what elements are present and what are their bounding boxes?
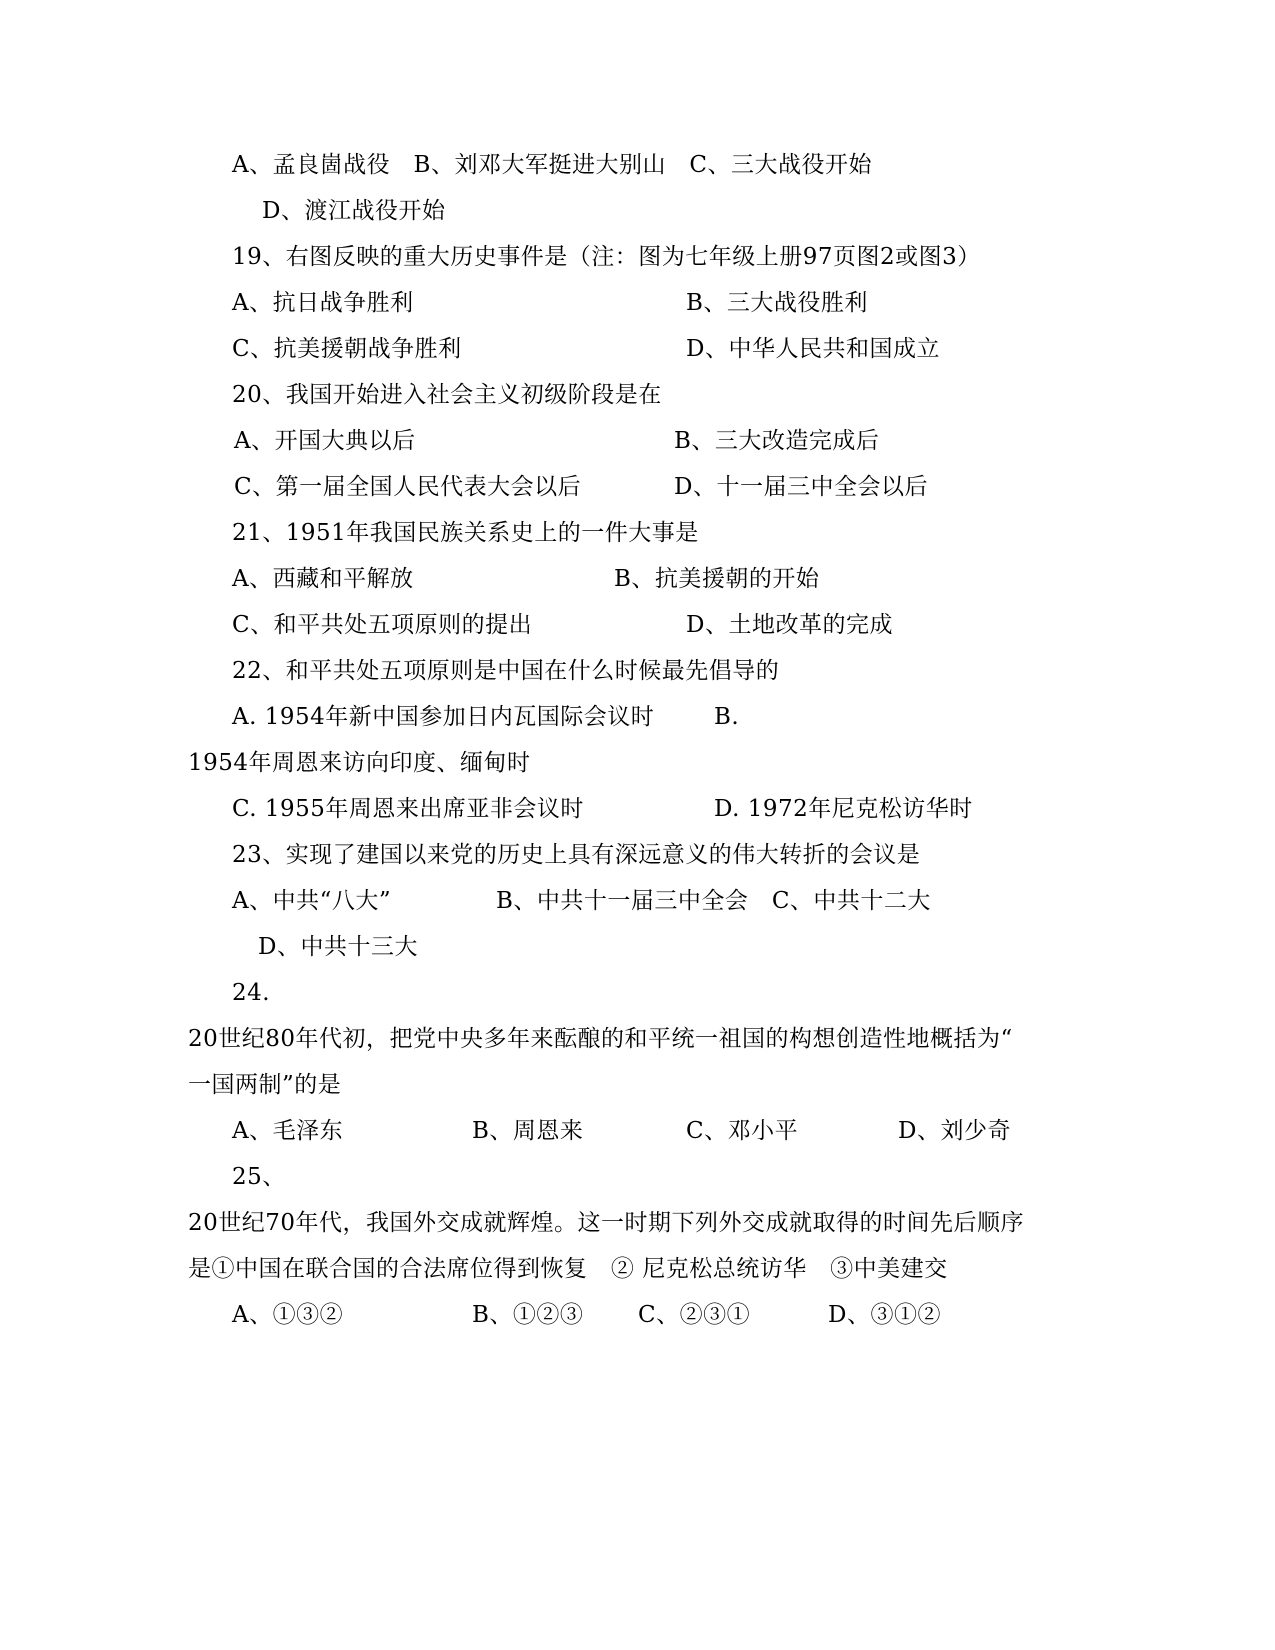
- q20-option-a: A、开国大典以后: [234, 428, 416, 454]
- q18-options-line: A、孟良崮战役 B、刘邓大军挺进大别山 C、三大战役开始: [232, 152, 872, 178]
- q23-option-a: A、中共“八大”: [232, 888, 392, 914]
- q24-option-c: C、邓小平: [686, 1118, 799, 1144]
- q22-option-b-label: B.: [714, 704, 740, 730]
- q24-question-line2: 一国两制”的是: [188, 1072, 342, 1098]
- q20-option-c: C、第一届全国人民代表大会以后: [234, 474, 582, 500]
- q25-option-a: A、①③②: [232, 1302, 344, 1328]
- q22-option-a: A. 1954年新中国参加日内瓦国际会议时: [232, 704, 655, 730]
- q21-question: 21、1951年我国民族关系史上的一件大事是: [232, 520, 699, 546]
- q24-number: 24.: [232, 980, 271, 1006]
- q19-option-b: B、三大战役胜利: [686, 290, 868, 316]
- q25-question-line1: 20世纪70年代，我国外交成就辉煌。这一时期下列外交成就取得的时间先后顺序: [188, 1210, 1025, 1236]
- q18-option-d: D、渡江战役开始: [262, 198, 446, 224]
- q24-question-line1: 20世纪80年代初，把党中央多年来酝酿的和平统一祖国的构想创造性地概括为“: [188, 1026, 1013, 1052]
- q20-option-b: B、三大改造完成后: [674, 428, 880, 454]
- q25-option-b: B、①②③: [472, 1302, 584, 1328]
- q25-option-c: C、②③①: [638, 1302, 751, 1328]
- q22-option-d: D. 1972年尼克松访华时: [714, 796, 973, 822]
- q23-option-d: D、中共十三大: [258, 934, 418, 960]
- q21-option-b: B、抗美援朝的开始: [614, 566, 820, 592]
- q22-option-c: C. 1955年周恩来出席亚非会议时: [232, 796, 584, 822]
- q21-option-c: C、和平共处五项原则的提出: [232, 612, 533, 638]
- q24-option-b: B、周恩来: [472, 1118, 584, 1144]
- q23-question: 23、实现了建国以来党的历史上具有深远意义的伟大转折的会议是: [232, 842, 921, 868]
- q24-option-d: D、刘少奇: [898, 1118, 1011, 1144]
- q23-options-b-c: B、中共十一届三中全会 C、中共十二大: [496, 888, 931, 914]
- q19-question: 19、右图反映的重大历史事件是（注：图为七年级上册97页图2或图3）: [232, 244, 981, 270]
- q21-option-d: D、土地改革的完成: [686, 612, 893, 638]
- q19-option-a: A、抗日战争胜利: [232, 290, 414, 316]
- q22-question: 22、和平共处五项原则是中国在什么时候最先倡导的: [232, 658, 780, 684]
- q22-option-b-text: 1954年周恩来访向印度、缅甸时: [188, 750, 531, 776]
- q25-question-line2: 是①中国在联合国的合法席位得到恢复 ② 尼克松总统访华 ③中美建交: [188, 1256, 948, 1282]
- q19-option-d: D、中华人民共和国成立: [686, 336, 940, 362]
- q21-option-a: A、西藏和平解放: [232, 566, 414, 592]
- q25-number: 25、: [232, 1164, 286, 1190]
- q20-question: 20、我国开始进入社会主义初级阶段是在: [232, 382, 662, 408]
- q19-option-c: C、抗美援朝战争胜利: [232, 336, 462, 362]
- q24-option-a: A、毛泽东: [232, 1118, 344, 1144]
- q25-option-d: D、③①②: [828, 1302, 941, 1328]
- q20-option-d: D、十一届三中全会以后: [674, 474, 928, 500]
